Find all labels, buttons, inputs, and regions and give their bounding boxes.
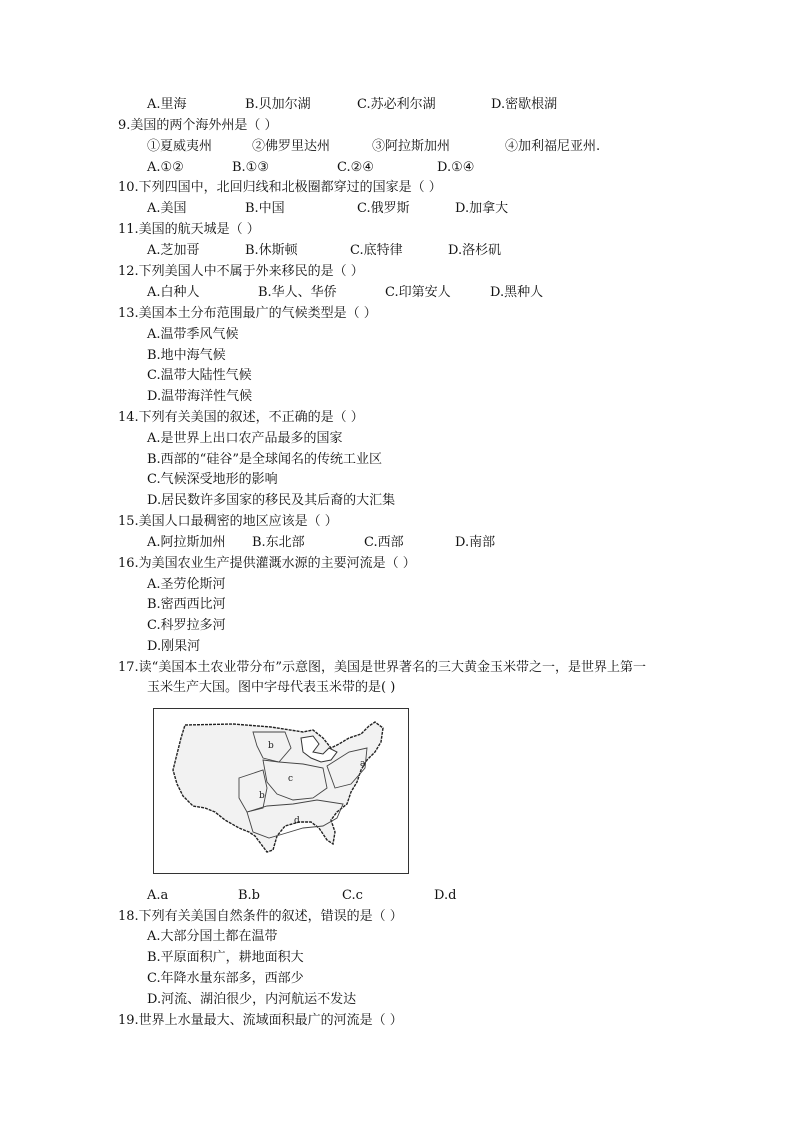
q18-option-b: B.平原面积广，耕地面积大: [147, 950, 304, 965]
q14-stem: 14.下列有关美国的叙述，不正确的是（ ）: [118, 410, 364, 425]
q10-option-b: B.中国: [245, 201, 285, 216]
q17-stem-line-1: 17.读“美国本土农业带分布”示意图，美国是世界著名的三大黄金玉米带之一，是世界上第一: [118, 660, 646, 675]
map-label-b-south: b: [259, 791, 265, 801]
q12-stem: 12.下列美国人中不属于外来移民的是（ ）: [118, 264, 364, 279]
q12-option-d: D.黑种人: [490, 285, 544, 300]
q17-option-a: A.a: [147, 888, 169, 903]
q11-option-d: D.洛杉矶: [448, 243, 502, 258]
q9-option-c: C.②④: [337, 160, 374, 175]
us-agriculture-belt-map: [153, 708, 409, 874]
q15-option-c: C.西部: [364, 535, 404, 550]
q10-stem: 10.下列四国中，北回归线和北极圈都穿过的国家是（ ）: [118, 180, 442, 195]
q9-item-2: ②佛罗里达州: [252, 139, 331, 154]
q19-stem: 19.世界上水量最大、流域面积最广的河流是（ ）: [118, 1013, 403, 1028]
q9-option-b: B.①③: [232, 160, 269, 175]
q11-option-a: A.芝加哥: [147, 243, 200, 258]
q18-stem: 18.下列有关美国自然条件的叙述，错误的是（ ）: [118, 909, 403, 924]
q18-option-a: A.大部分国土都在温带: [147, 929, 278, 944]
q15-option-a: A.阿拉斯加州: [147, 535, 226, 550]
q11-option-b: B.休斯顿: [245, 243, 298, 258]
q13-option-a: A.温带季风气候: [147, 327, 239, 342]
q9-item-4: ④加利福尼亚州.: [505, 139, 601, 154]
q15-option-d: D.南部: [455, 535, 496, 550]
q10-option-c: C.俄罗斯: [357, 201, 410, 216]
q15-option-b: B.东北部: [252, 535, 305, 550]
q17-option-c: C.c: [342, 888, 363, 903]
q12-option-a: A.白种人: [147, 285, 200, 300]
q10-option-a: A.美国: [147, 201, 187, 216]
map-label-d: d: [294, 816, 300, 826]
q9-item-3: ③阿拉斯加州: [372, 139, 451, 154]
q14-option-d: D.居民数许多国家的移民及其后裔的大汇集: [147, 493, 396, 508]
q10-option-d: D.加拿大: [455, 201, 509, 216]
q14-option-a: A.是世界上出口农产品最多的国家: [147, 431, 343, 446]
q12-option-b: B.华人、华侨: [258, 285, 337, 300]
q9-option-a: A.①②: [147, 160, 184, 175]
q16-option-a: A.圣劳伦斯河: [147, 577, 226, 592]
q17-option-b: B.b: [238, 888, 261, 903]
q12-option-c: C.印第安人: [385, 285, 451, 300]
q17-stem-line-2: 玉米生产大国。图中字母代表玉米带的是( ): [147, 680, 396, 695]
q16-option-c: C.科罗拉多河: [147, 618, 226, 633]
q8-option-c: C.苏必利尔湖: [357, 97, 436, 112]
q13-stem: 13.美国本土分布范围最广的气候类型是（ ）: [118, 306, 377, 321]
q13-option-b: B.地中海气候: [147, 348, 226, 363]
q15-stem: 15.美国人口最稠密的地区应该是（ ）: [118, 514, 338, 529]
q14-option-b: B.西部的“硅谷”是全球闻名的传统工业区: [147, 452, 382, 467]
q14-option-c: C.气候深受地形的影响: [147, 472, 278, 487]
map-label-c: c: [288, 774, 294, 784]
map-label-b-north: b: [268, 741, 274, 751]
q13-option-d: D.温带海洋性气候: [147, 389, 253, 404]
q9-stem: 9.美国的两个海外州是（ ）: [118, 118, 278, 133]
q16-stem: 16.为美国农业生产提供灌溉水源的主要河流是（ ）: [118, 556, 416, 571]
q8-option-d: D.密歇根湖: [491, 97, 558, 112]
q13-option-c: C.温带大陆性气候: [147, 368, 252, 383]
map-label-a: a: [360, 759, 366, 769]
q8-option-b: B.贝加尔湖: [245, 97, 311, 112]
q17-option-d: D.d: [434, 888, 457, 903]
q11-option-c: C.底特律: [350, 243, 403, 258]
q16-option-b: B.密西西比河: [147, 597, 226, 612]
q8-option-a: A.里海: [147, 97, 187, 112]
q18-option-d: D.河流、湖泊很少，内河航运不发达: [147, 992, 357, 1007]
q18-option-c: C.年降水量东部多，西部少: [147, 971, 304, 986]
q9-item-1: ①夏威夷州: [147, 139, 213, 154]
q11-stem: 11.美国的航天城是（ ）: [118, 222, 260, 237]
q16-option-d: D.刚果河: [147, 639, 201, 654]
q9-option-d: D.①④: [437, 160, 475, 175]
